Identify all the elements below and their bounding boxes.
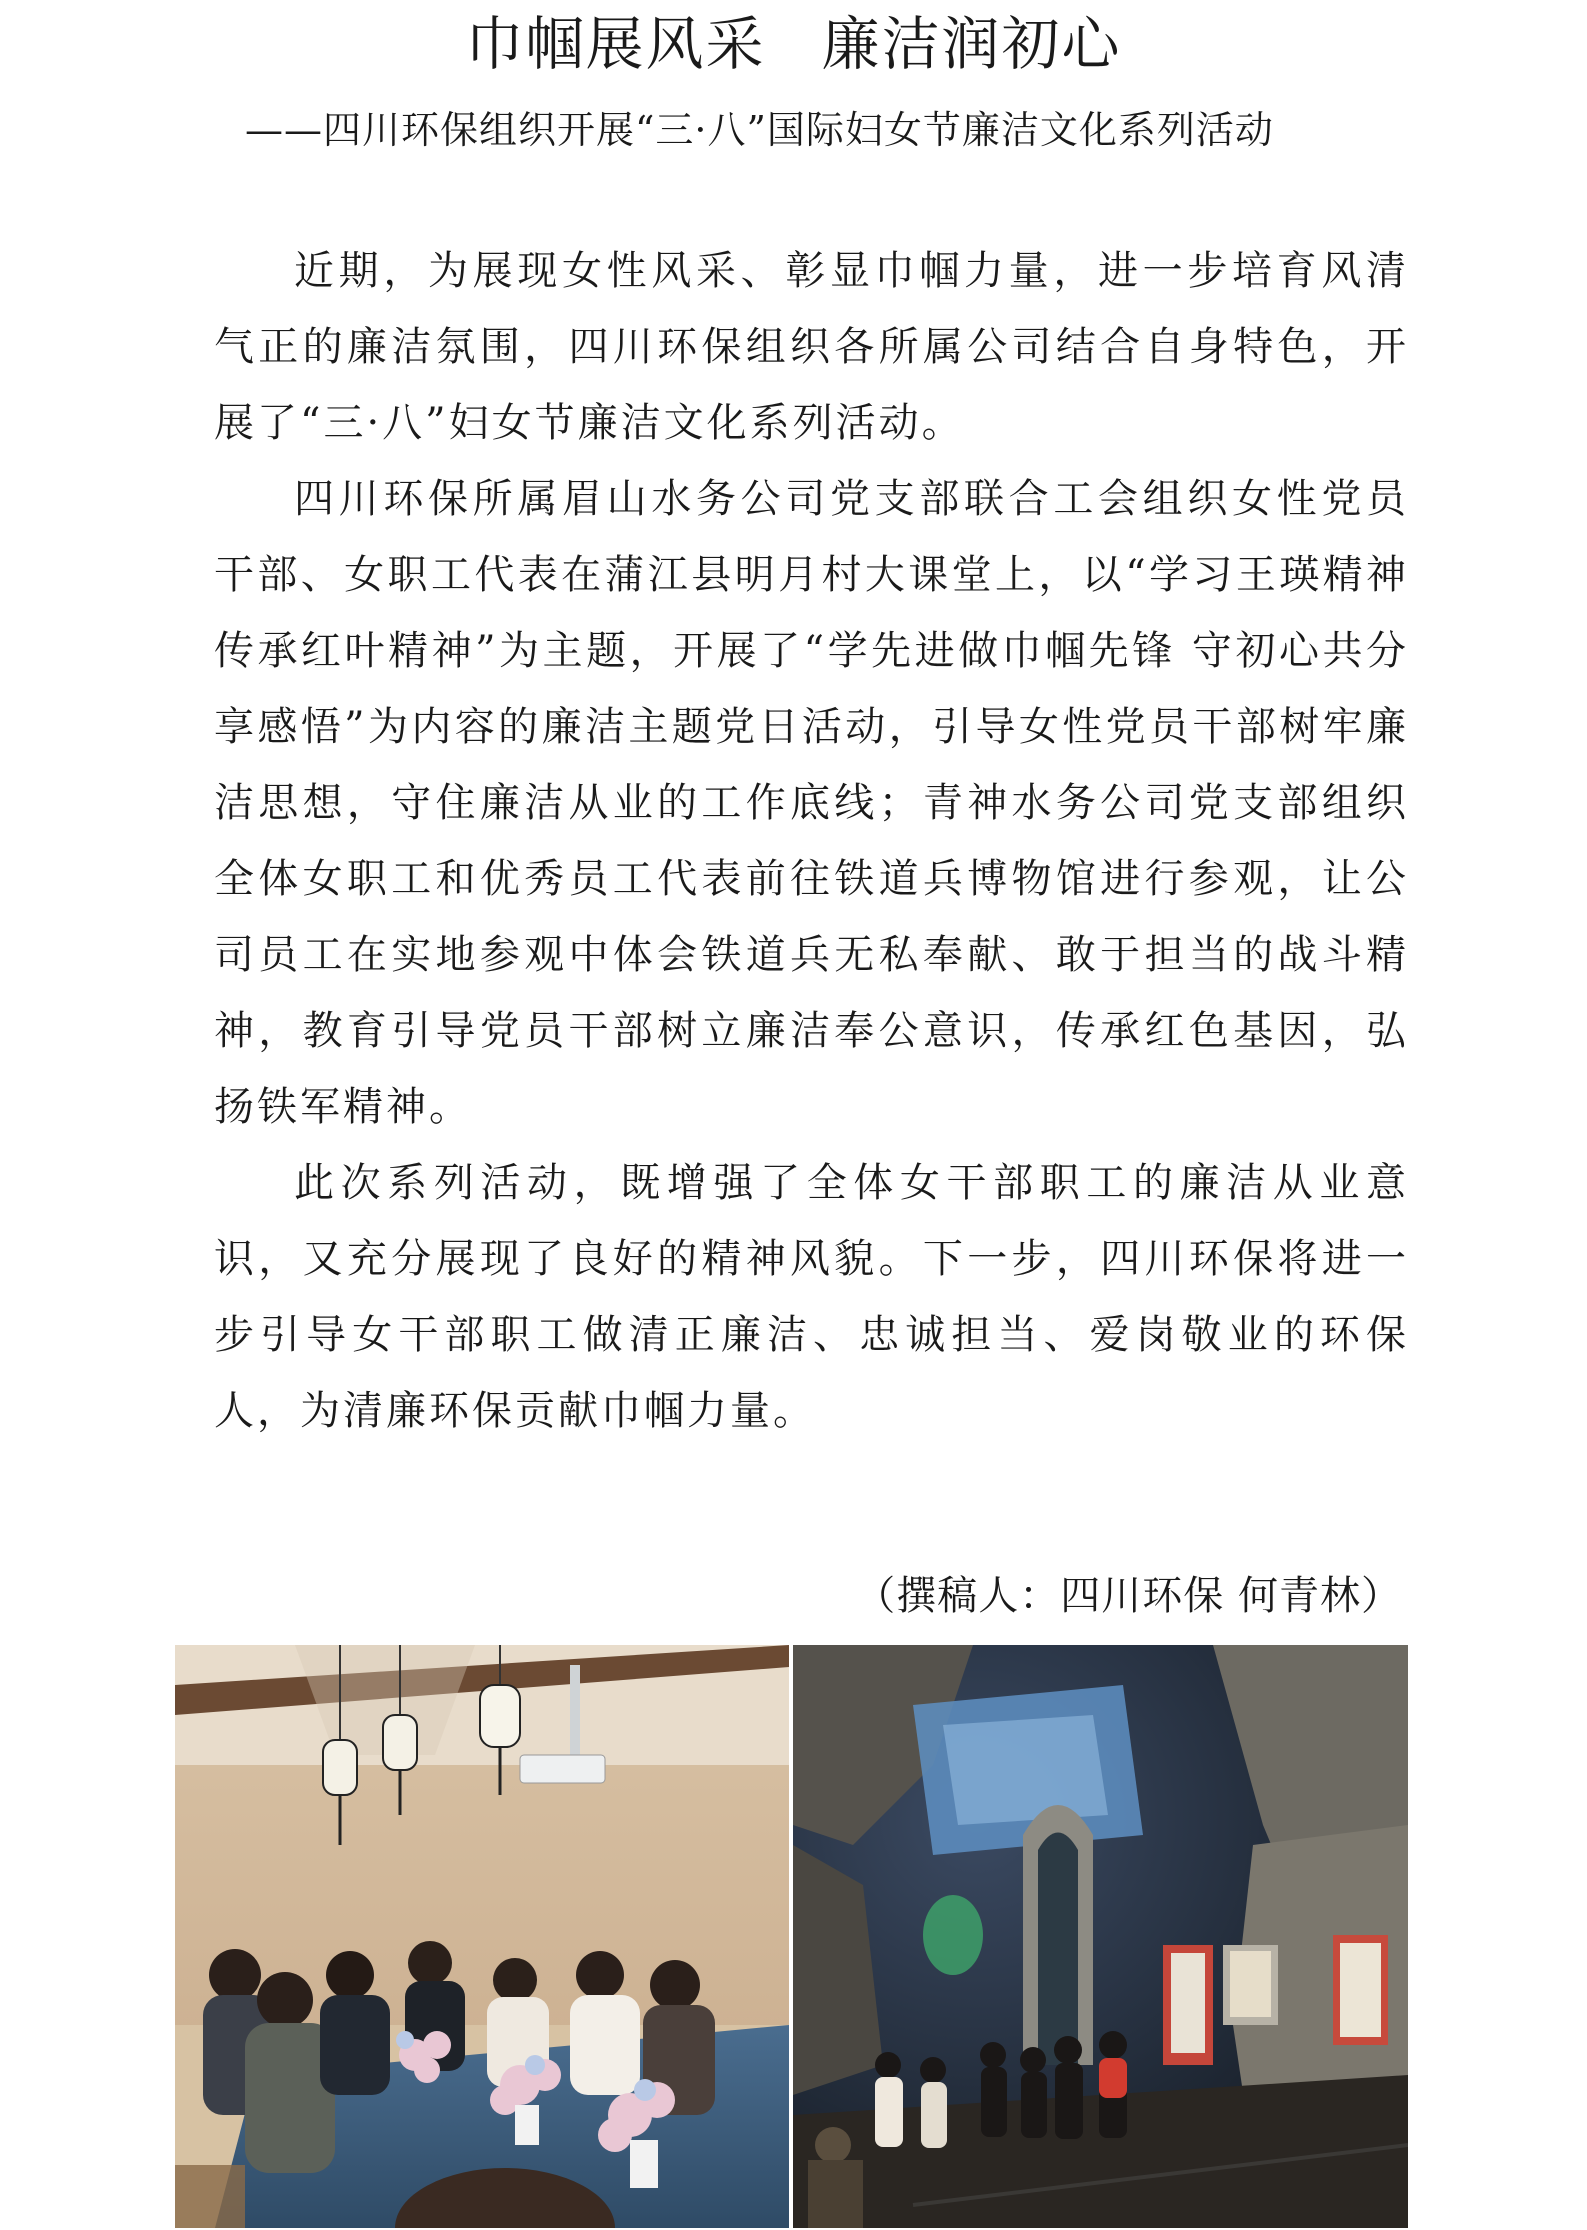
title-part-1: 巾帼展风采 — [465, 10, 766, 78]
title-part-2: 廉洁润初心 — [821, 10, 1122, 78]
article-body — [214, 233, 1409, 1449]
paragraph-2: 四川环保所属眉山水务公司党支部联合工会组织女性党员干部、女职工代表在蒲江县明月村大课堂上，以“学习王瑛精神传承红叶精神”为主题，开展了“学先进做巾帼先锋 守初心共分享感悟”为内容的廉洁主题党日活动，引导女性党员干部树牢廉洁思想，守住廉洁从业的工作底线；青神水务公司党支部组织全体女职工和优秀员工代表前往铁道兵博物馆进行参观，让公司员工在实地参观中体会铁道兵无私奉献、敢于担当的战斗精神，教育引导党员干部树立廉洁奉公意识，传承红色基因，弘扬铁军精神。 — [214, 476, 1409, 1130]
paragraph-1: 近期，为展现女性风采、彰显巾帼力量，进一步培育风清气正的廉洁氛围，四川环保组织各所属公司结合自身特色，开展了“三·八”妇女节廉洁文化系列活动。 — [214, 248, 1409, 446]
photo-strip — [175, 1645, 1408, 2228]
byline: （撰稿人：四川环保 何青林） — [855, 1573, 1402, 1619]
museum-photo — [793, 1645, 1408, 2228]
document-subtitle: ——四川环保组织开展“三·八”国际妇女节廉洁文化系列活动 — [245, 108, 1274, 152]
meeting-photo — [175, 1645, 789, 2228]
paragraph-3: 此次系列活动，既增强了全体女干部职工的廉洁从业意识，又充分展现了良好的精神风貌。下一步，四川环保将进一步引导女干部职工做清正廉洁、忠诚担当、爱岗敬业的环保人，为清廉环保贡献巾帼力量。 — [214, 1160, 1409, 1434]
document-title — [0, 4, 1587, 84]
